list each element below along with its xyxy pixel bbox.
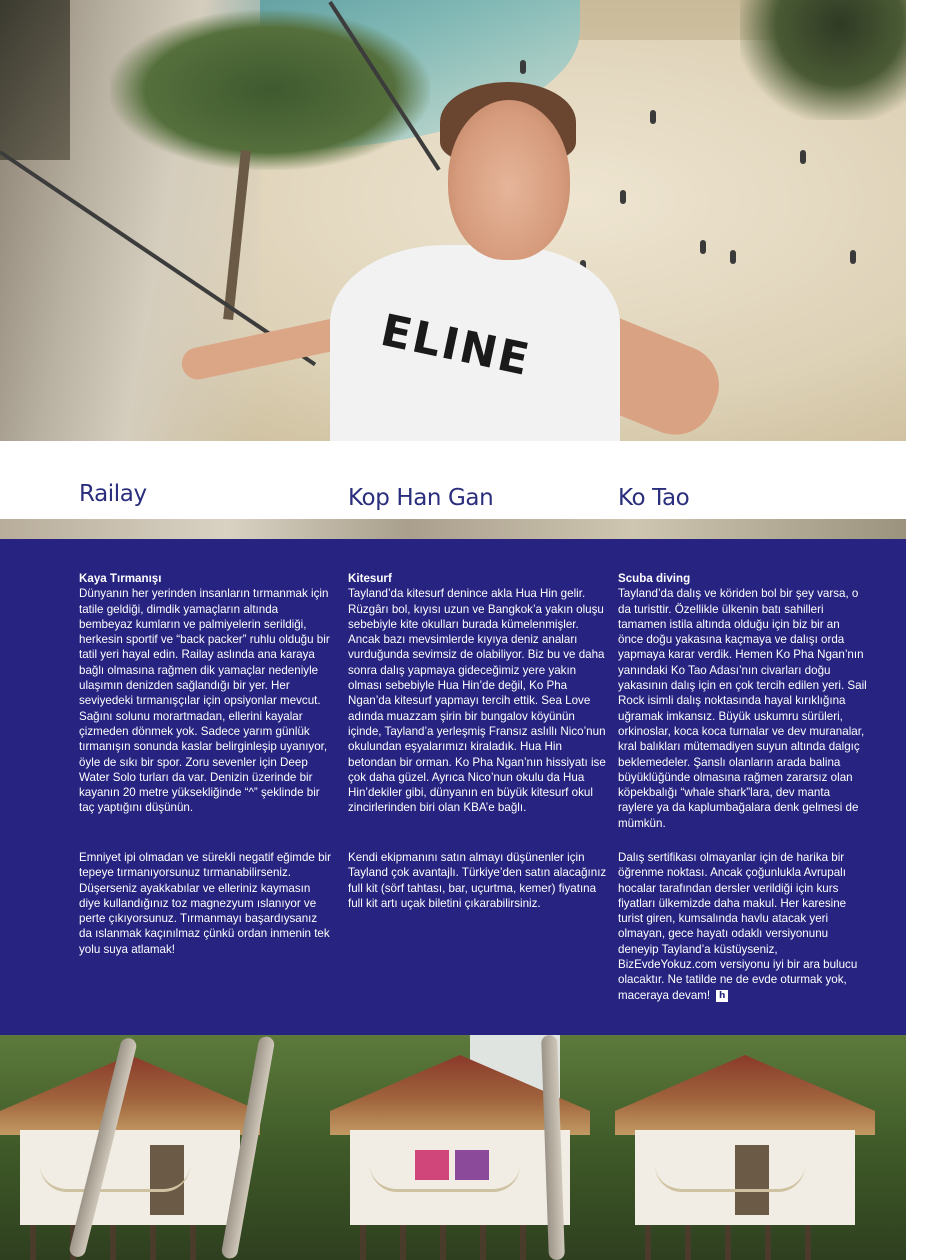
subtitle-kitesurf: Kitesurf: [348, 572, 392, 585]
end-mark-icon: h: [716, 990, 728, 1002]
beach-person: [850, 250, 856, 264]
railay-paragraph-1: Dünyanın her yerinden insanların tırmanmak için tatile geldiği, dimdik yamaçların altında bembeyaz kumların ve palmiyelerin serildiği, herkesin sportif ve “back packer” ruhlu olduğu bir tatil yeri hayal edin. Railay aslında ana karaya bağlı olmasına rağmen dik yamaçlar nedeniyle ulaşımın denizden sağlandığı bir yer. Her seviyedeki tırmanışçılar için opsiyonlar mevcut. Sağını solunu morartmadan, ellerini kayalar çizmeden dönmek yok. Sadece yarım günlük tırmanışın sonunda kaslar belirginleşip uyanıyor, öyle de sıkı bir spor. Zoru sevenler için Deep Water Solo turları da var. Denizin üzerinde bir kayanın 20 metre yüksekliğinde “^” şeklinde bir taç yaptığını düşünün.: [79, 587, 330, 815]
top-photo-climbing-selfie: [0, 0, 906, 441]
beach-person: [650, 110, 656, 124]
bungalow-left: [0, 1055, 260, 1260]
thatched-roof: [615, 1055, 875, 1135]
ko-tao-paragraph-1: Tayland’da dalış ve köriden bol bir şey varsa, o da turisttir. Özellikle ülkenin batı sahilleri tamamen istila altında olduğu için biz bir an önce doğu yakasına kaçmaya ve dalışı orda yapmaya karar verdik. Hemen Ko Pha Ngan’nın yanındaki Ko Tao Adası’nın civarları doğu yakasının dalış için en çok tercih edilen yeri. Sail Rock isimli dalış noktasında hayal kırıklığına uğramak imkansız. Büyük uskumru sürüleri, orkinoslar, koca koca turnalar ve dev muranalar, kral balıkları mütemadiyen suyun altında dalgıç beklemedeler. Şanslı olanların arada balina büyüklüğünde olmasına rağmen zararsız olan köpekbalığı “whale shark”lara, dev manta raylere ya da kaplumbağalara denk gelmesi de mümkün.: [618, 587, 867, 830]
beach-person: [730, 250, 736, 264]
railay-paragraph-2: Emniyet ipi olmadan ve sürekli negatif eğimde bir tepeye tırmanıyorsunuz tırmanabilirseniz. Düşerseniz ayakkabılar ve elleriniz kaymasın diye kullandığınız toz magnezyum ıslanıyor ve perte çıkıyorsunuz. Tırmanmayı başardıysanız da ıslanmak kaçınılmaz çünkü ordan inmenin tek yolu suya atlamak!: [79, 851, 331, 956]
hammock: [370, 1165, 520, 1192]
heading-kop-han-gan: Kop Han Gan: [348, 485, 494, 511]
kop-han-gan-paragraph-1: Tayland’da kitesurf denince akla Hua Hin gelir. Rüzgârı bol, kıyısı uzun ve Bangkok’a yakın oluşu sebebiyle kite okulları burada kümelenmişler. Ancak bazı mevsimlerde kıyıya deniz anaları vurduğunda sevimsiz de olabiliyor. Biz bu ve daha sonra dalış yapmaya gideceğimiz yere yakın olması sebebiyle Hua Hin’de değil, Ko Pha Ngan’da kitesurf yapmayı tercih ettik. Sea Love adında muazzam şirin bir bungalov köyünün içinde, Tayland’a yerleşmiş Fransız aslıllı Nico’nun okulundan eşyalarımızı kiraladık. Hua Hin betondan bir orman. Ko Pha Ngan’nın hissiyatı ise çok daha güzel. Ayrıca Nico’nun okulu da Hua Hin’dekiler gibi, dünyanın en büyük kitesurf okul zincirlerinden biri olan KBA’e bağlı.: [348, 587, 606, 815]
climber-face: [448, 100, 570, 260]
bottom-photo-bungalows: [0, 1035, 906, 1260]
hammock: [655, 1165, 805, 1192]
kop-han-gan-paragraph-2: Kendi ekipmanını satın almayı düşünenler için Tayland çok avantajlı. Türkiye’den satın alacağınız full kit (sörf tahtası, bar, uçurtma, kemer) fiyatına full kit artı uçak biletini çıkarabilirsiniz.: [348, 851, 607, 910]
hammock: [40, 1165, 190, 1192]
beach-person: [700, 240, 706, 254]
rock-photo-strip: [0, 519, 906, 539]
bungalow-stilts: [645, 1225, 845, 1260]
shirt-print: ELINE: [376, 304, 536, 387]
heading-ko-tao: Ko Tao: [618, 485, 690, 511]
bungalow-right: [615, 1055, 875, 1260]
tree-right: [740, 0, 906, 120]
beach-person: [620, 190, 626, 204]
subtitle-scuba-diving: Scuba diving: [618, 572, 691, 585]
column-railay: [79, 571, 331, 1011]
ko-tao-paragraph-2: Dalış sertifikası olmayanlar için de harika bir öğrenme noktası. Ancak çoğunlukla Avrupalı hocalar tarafından dersler verildiği için kurs fiyatları ülkemizde daha makul. Her karesine turist giren, kumsalında havlu atacak yeri olmayan, gece hayatı odaklı versiyonunu deneyip Tayland’a küstüyseniz, BizEvdeYokuz.com versiyonu iyi bir ara bulucu olacaktır. Ne tatilde ne de evde oturmak yok, maceraya devam!: [618, 851, 858, 1002]
bungalow-stilts: [360, 1225, 560, 1260]
column-kop-han-gan: [348, 571, 608, 1011]
beach-person: [800, 150, 806, 164]
ko-tao-paragraph-2-wrap: [618, 850, 868, 1003]
cliff-shadow: [0, 0, 70, 160]
heading-railay: Railay: [79, 481, 147, 507]
subtitle-rock-climbing: Kaya Tırmanışı: [79, 572, 162, 585]
text-panel: [0, 539, 906, 1035]
tree-canopy: [110, 10, 430, 170]
column-headings: [0, 441, 906, 519]
bungalow-stilts: [30, 1225, 230, 1260]
beach-person: [520, 60, 526, 74]
column-ko-tao: [618, 571, 868, 1011]
